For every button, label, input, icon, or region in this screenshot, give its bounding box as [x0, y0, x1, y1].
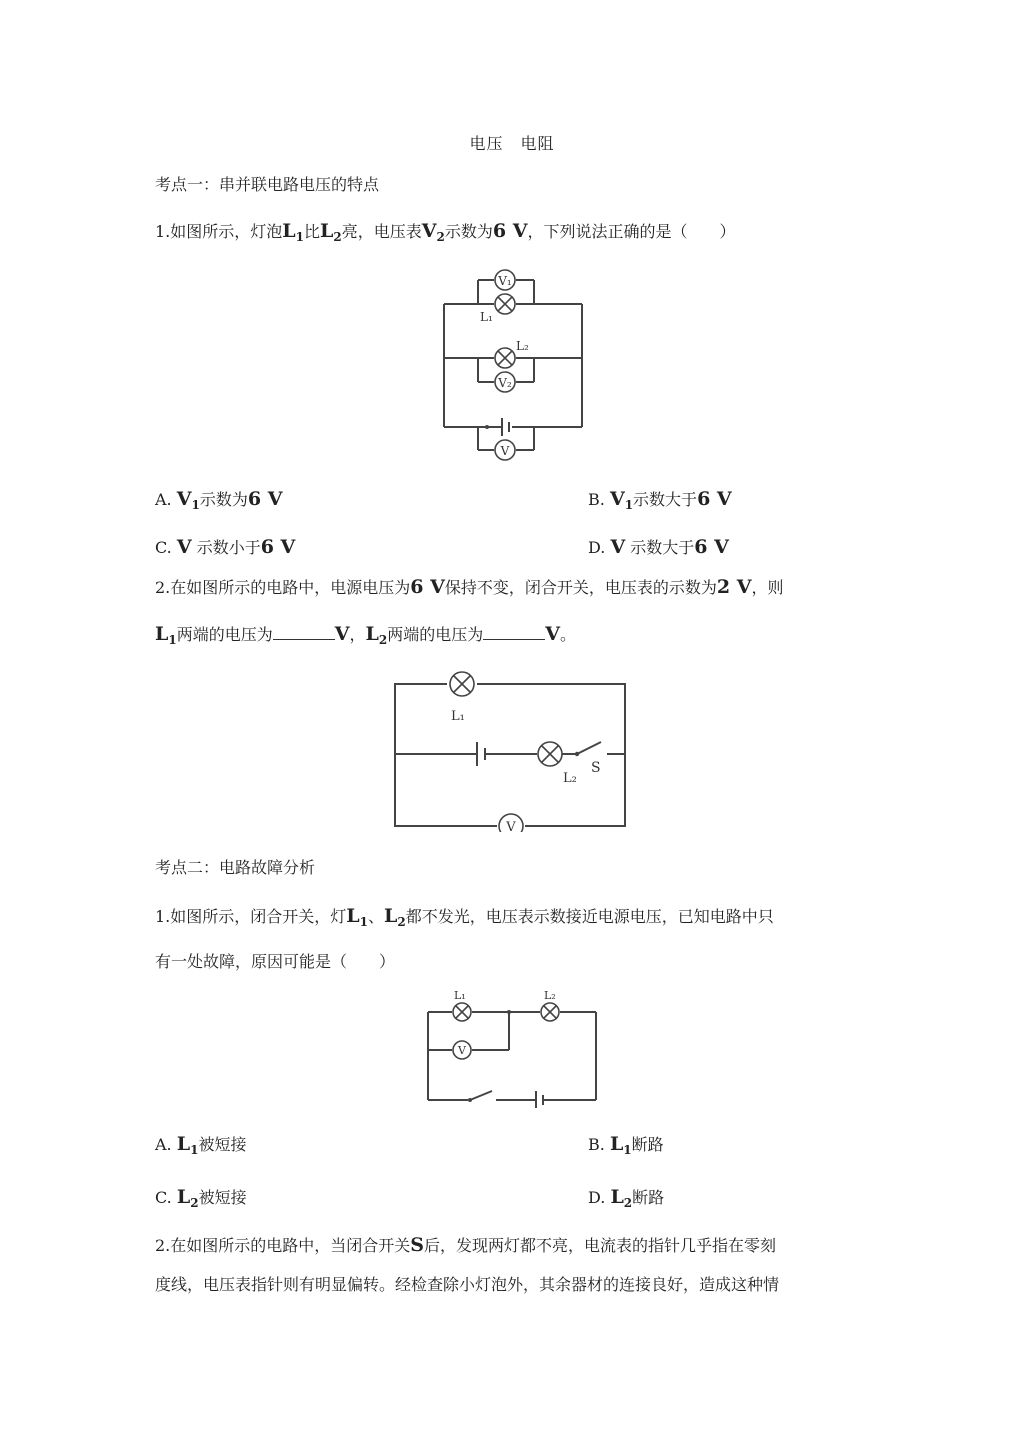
switch-s-icon: [577, 742, 601, 754]
q1-mid2: 亮，电压表: [341, 222, 422, 241]
circuit-figure-2: [385, 668, 635, 832]
question-4-line-2: 度线，电压表指针则有明显偏转。经检查除小灯泡外，其余器材的连接良好，造成这种情: [155, 1275, 780, 1294]
answer-blank-2[interactable]: [483, 625, 545, 640]
q1-symbol-l2: $L_2$: [320, 220, 342, 244]
fig2-label-l2: L₂: [563, 771, 577, 786]
q1-prefix: 1.如图所示，灯泡: [155, 222, 283, 241]
q3-option-c[interactable]: C. $L_2$被短接: [155, 1186, 247, 1210]
fig2-label-s: S: [591, 760, 601, 776]
section-heading-2: 考点二：电路故障分析: [155, 858, 316, 877]
circuit-figure-1: [430, 262, 600, 468]
q1-suffix: ，下列说法正确的是（ ）: [527, 222, 736, 241]
fig1-label-l1: L₁: [480, 310, 493, 324]
question-3-line-1: 1.如图所示，闭合开关，灯$L_1$、$L_2$都不发光，电压表示数接近电源电压，已知电路中只: [155, 905, 774, 929]
fig3-label-l2: L₂: [544, 989, 556, 1002]
q1-symbol-l1: $L_1$: [282, 220, 304, 244]
q1-mid1: 比: [304, 222, 321, 241]
section-heading-1: 考点一：串并联电路电压的特点: [155, 175, 380, 194]
fig2-label-l1: L₁: [451, 709, 465, 724]
q1-symbol-v2: $V_2$: [421, 220, 445, 244]
fig1-label-v: V: [500, 444, 510, 458]
q1-option-d[interactable]: D. V 示数大于6 V: [588, 536, 729, 558]
q1-option-a[interactable]: A. $V_1$示数为6 V: [155, 488, 283, 512]
switch-icon: [470, 1091, 492, 1100]
fig1-label-l2: L₂: [516, 339, 529, 353]
fig1-label-v1: V₁: [498, 274, 512, 288]
question-3-line-2: 有一处故障，原因可能是（ ）: [155, 952, 396, 971]
circuit-figure-3: [420, 986, 605, 1108]
fig1-label-v2: V₂: [498, 376, 512, 390]
q1-option-c[interactable]: C. V 示数小于6 V: [155, 536, 296, 558]
question-2-line-2: $L_1$两端的电压为 V，$L_2$两端的电压为 V。: [155, 623, 576, 647]
fig2-label-v: V: [506, 820, 516, 832]
question-4-line-1: 2.在如图所示的电路中，当闭合开关S后，发现两灯都不亮，电流表的指针几乎指在零刻: [155, 1234, 777, 1256]
question-1: [155, 222, 735, 243]
q3-option-b[interactable]: B. $L_1$断路: [588, 1133, 664, 1157]
fig3-label-l1: L₁: [454, 989, 466, 1002]
q1-mid3: 示数为: [444, 222, 493, 241]
fig3-label-v: V: [458, 1044, 466, 1057]
q3-option-a[interactable]: A. $L_1$被短接: [155, 1133, 247, 1157]
question-2-line-1: 2.在如图所示的电路中，电源电压为6 V保持不变，闭合开关，电压表的示数为2 V，则: [155, 576, 784, 598]
q1-value: 6 V: [492, 220, 528, 242]
q1-option-b[interactable]: B. $V_1$示数大于6 V: [588, 488, 732, 512]
q3-option-d[interactable]: D. $L_2$断路: [588, 1186, 665, 1210]
page-title: 电压 电阻: [469, 134, 555, 153]
answer-blank-1[interactable]: [273, 625, 335, 640]
